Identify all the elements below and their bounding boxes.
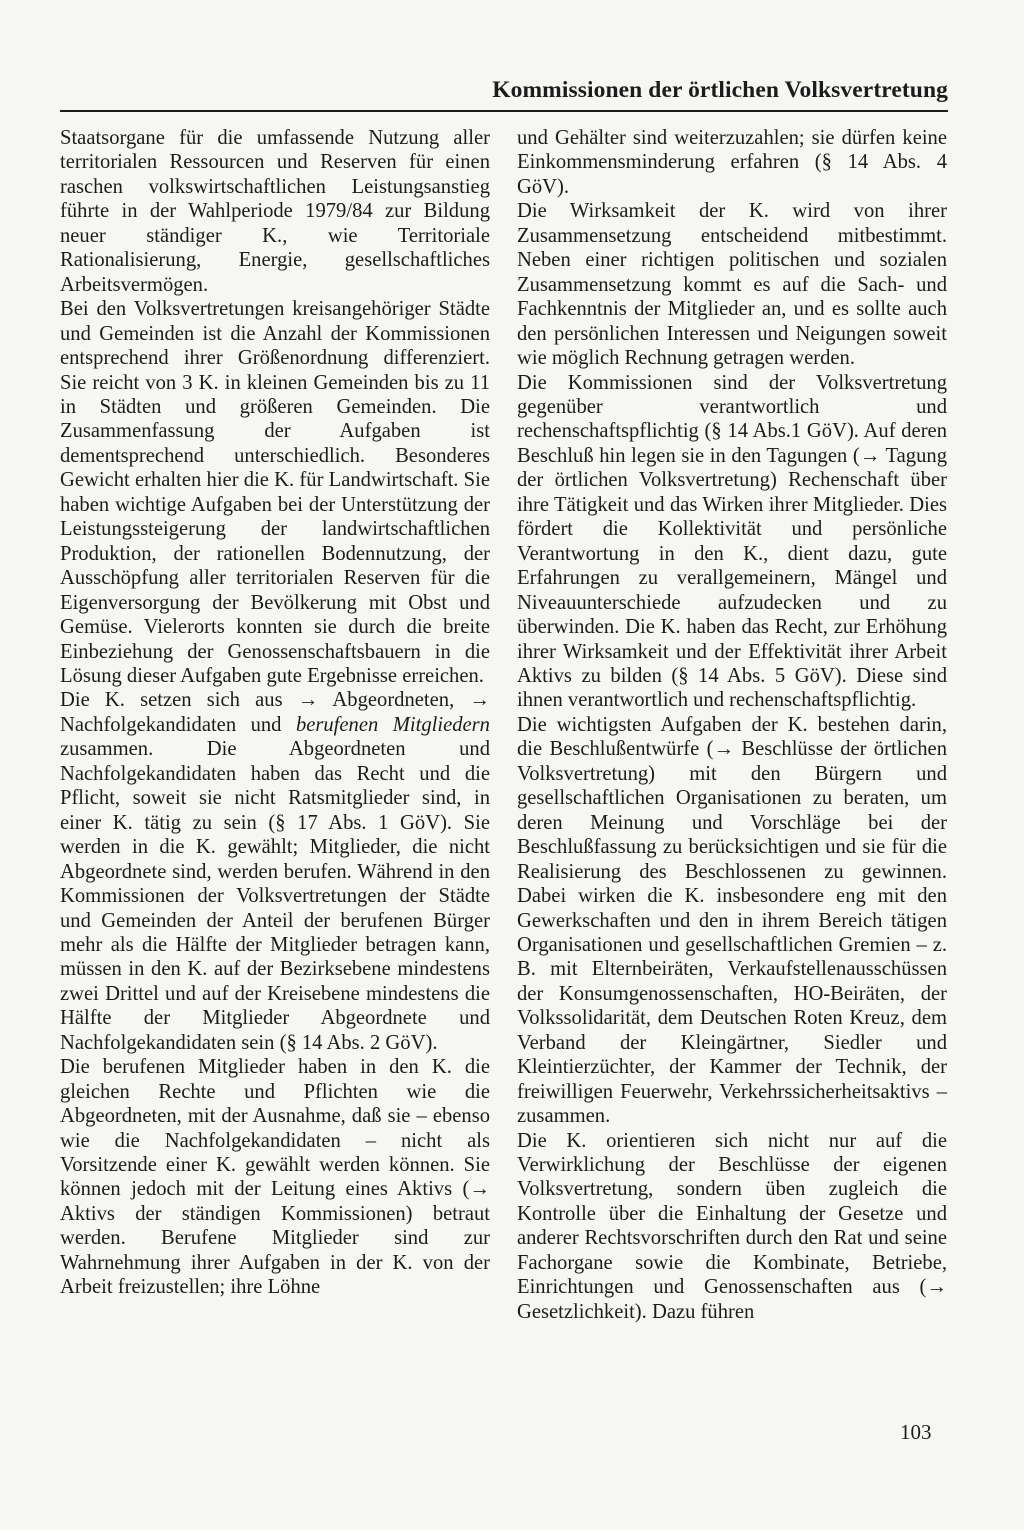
right-column: [517, 126, 947, 1324]
paragraph: Die Kommissionen sind der Volksvertretung gegenüber verantwortlich und rechenschaftspflichtig (§ 14 Abs.1 GöV). Auf deren Beschluß hin legen sie in den Tagungen (→ Tagung der örtlichen Volksvertretung) Rechenschaft über ihre Tätigkeit und das Wirken ihrer Mitglieder. Dies fördert die Kollektivität und persönliche Verantwortung in den K., dient dazu, gute Erfahrungen zu verallgemeinern, Mängel und Niveauunterschiede aufzudecken und zu überwinden. Die K. haben das Recht, zur Erhöhung ihrer Wirksamkeit und der Effektivität ihrer Arbeit Aktivs zu bilden (§ 14 Abs. 5 GöV). Diese sind ihnen verantwortlich und rechenschaftspflichtig.: [517, 371, 947, 712]
left-column: [60, 126, 490, 1300]
paragraph: Die berufenen Mitglieder haben in den K. die gleichen Rechte und Pflichten wie die Abgeordneten, mit der Ausnahme, daß sie – ebenso wie die Nachfolgekandidaten – nicht als Vorsitzende einer K. gewählt werden können. Sie können jedoch mit der Leitung eines Aktivs (→ Aktivs der ständigen Kommissionen) betraut werden. Berufene Mitglieder sind zur Wahrnehmung ihrer Aufgaben in der K. von der Arbeit freizustellen; ihre Löhne: [60, 1056, 490, 1299]
paragraph: Die wichtigsten Aufgaben der K. bestehen darin, die Beschlußentwürfe (→ Beschlüsse der örtlichen Volksvertretung) mit den Bürgern und gesellschaftlichen Organisationen zu beraten, um deren Meinung und Vorschläge bei der Beschlußfassung zu berücksichtigen und sie für die Realisierung des Beschlossenen zu gewinnen. Dabei wirken die K. insbesondere eng mit den Gewerkschaften und den in ihrem Bereich tätigen Organisationen und gesellschaftlichen Gremien – z. B. mit Elternbeiräten, Verkaufstellenausschüssen der Konsumgenossenschaften, HO-Beiräten, der Volkssolidarität, dem Deutschen Roten Kreuz, dem Verband der Kleingärtner, Siedler und Kleintierzüchter, der Kammer der Technik, der freiwilligen Feuerwehr, Verkehrssicherheitsaktivs – zusammen.: [517, 713, 947, 1128]
paragraph: Staatsorgane für die umfassende Nutzung aller territorialen Ressourcen und Reserven für einen raschen volkswirtschaftlichen Leistungsanstieg führte in der Wahlperiode 1979/84 zur Bildung neuer ständiger K., wie Territoriale Rationalisierung, Energie, gesellschaftliches Arbeitsvermögen.: [60, 127, 490, 296]
paragraph: Die Wirksamkeit der K. wird von ihrer Zusammensetzung entscheidend mitbestimmt. Neben einer richtigen politischen und sozialen Zusammensetzung kommt es auf die Sach- und Fachkenntnis der Mitglieder an, und es sollte auch den persönlichen Interessen und Neigungen soweit wie möglich Rechnung getragen werden.: [517, 200, 947, 370]
paragraph: [60, 688, 490, 1055]
paragraph: und Gehälter sind weiterzuzahlen; sie dürfen keine Einkommensminderung erfahren (§ 14 Abs. 4 GöV).: [517, 127, 947, 198]
header-title: Kommissionen der örtlichen Volksvertretung: [492, 77, 948, 103]
running-header: [60, 66, 948, 112]
paragraph: Die K. orientieren sich nicht nur auf die Verwirklichung der Beschlüsse der eigenen Volksvertretung, sondern üben zugleich die Kontrolle über die Einhaltung der Gesetze und anderer Rechtsvorschriften durch den Rat und seine Fachorgane sowie die Kombinate, Betriebe, Einrichtungen und Genossenschaften aus (→ Gesetzlichkeit). Dazu führen: [517, 1129, 947, 1323]
paragraph: Bei den Volksvertretungen kreisangehöriger Städte und Gemeinden ist die Anzahl der Kommissionen entsprechend ihrer Größenordnung differenziert. Sie reicht von 3 K. in kleinen Gemeinden bis zu 11 in Städten und größeren Gemeinden. Die Zusammenfassung der Aufgaben ist dementsprechend unterschiedlich. Besonderes Gewicht erhalten hier die K. für Landwirtschaft. Sie haben wichtige Aufgaben bei der Unterstützung der Leistungssteigerung der landwirtschaftlichen Produktion, der rationellen Bodennutzung, der Ausschöpfung aller territorialen Reserven für die Eigenversorgung der Bevölkerung mit Obst und Gemüse. Vielerorts konnten sie durch die breite Einbeziehung der Genossenschaftsbauern in die Lösung dieser Aufgaben gute Ergebnisse erreichen.: [60, 298, 490, 687]
italic-term: berufenen Mitgliedern: [295, 713, 490, 736]
text-run: zusammen. Die Abgeordneten und Nachfolgekandidaten haben das Recht und die Pflicht, soweit sie nicht Ratsmitglieder sind, in einer K. tätig zu sein (§ 17 Abs. 1 GöV). Sie werden in die K. gewählt; Mitglieder, die nicht Abgeordnete sind, werden berufen. Während in den Kommissionen der Volksvertretungen der Städte und Gemeinden der Anteil der berufenen Bürger mehr als die Hälfte der Mitglieder betragen kann, müssen in den K. auf der Bezirksebene mindestens zwei Drittel und auf der Kreisebene mindestens die Hälfte der Mitglieder Abgeordnete und Nachfolgekandidaten sein (§ 14 Abs. 2 GöV).: [60, 738, 490, 1054]
page-number: 103: [900, 1420, 932, 1444]
text-run: Die K. setzen sich aus → Abgeordneten, → Nachfolgekandidaten und: [60, 689, 490, 736]
